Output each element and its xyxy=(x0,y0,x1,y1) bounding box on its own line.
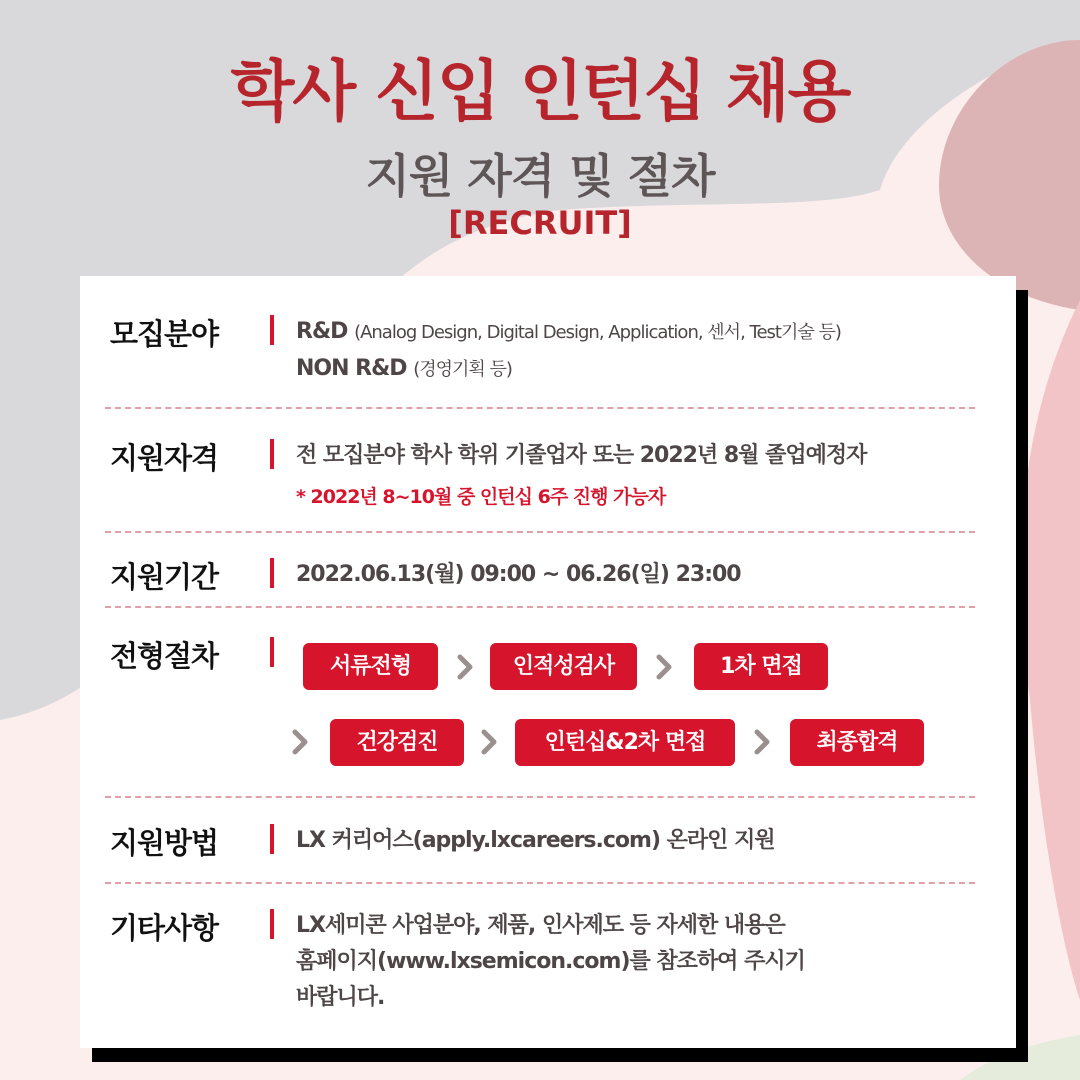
field-non-rnd-detail: (경영기획 등) xyxy=(413,359,512,380)
etc-line-3: 바랍니다. xyxy=(296,985,385,1010)
row-label: 지원자격 xyxy=(110,441,219,475)
chevron-right-icon xyxy=(287,729,313,755)
divider xyxy=(105,407,975,409)
etc-line-1: LX세미콘 사업분야, 제품, 인사제도 등 자세한 내용은 xyxy=(296,913,785,938)
row-content xyxy=(296,314,996,388)
divider xyxy=(105,606,975,608)
label-bar xyxy=(270,824,274,854)
label-bar xyxy=(270,637,274,667)
row-label: 지원기간 xyxy=(110,560,219,594)
row-content xyxy=(296,557,996,593)
qualification-text: 전 모집분야 학사 학위 기졸업자 또는 2022년 8월 졸업예정자 xyxy=(296,443,867,468)
chevron-right-icon xyxy=(476,729,502,755)
label-bar xyxy=(270,909,274,939)
step-document: 서류전형 xyxy=(303,643,438,690)
label-bar xyxy=(270,439,274,469)
label-bar xyxy=(270,558,274,588)
chevron-right-icon xyxy=(651,654,677,680)
divider xyxy=(105,882,975,884)
chevron-right-icon xyxy=(452,654,478,680)
etc-line-2: 홈페이지(www.lxsemicon.com)를 참조하여 주시기 xyxy=(296,949,805,974)
row-label: 모집분야 xyxy=(110,317,219,351)
label-bar xyxy=(270,315,274,345)
chevron-right-icon xyxy=(749,729,775,755)
step-final-pass: 최종합격 xyxy=(790,719,924,766)
row-content xyxy=(296,908,996,1016)
row-label: 지원방법 xyxy=(110,826,219,860)
qualification-note: * 2022년 8~10월 중 인턴십 6주 진행 가능자 xyxy=(296,486,666,508)
row-label: 전형절차 xyxy=(110,639,219,673)
recruit-tag: [RECRUIT] xyxy=(448,204,632,242)
step-interview-1: 1차 면접 xyxy=(694,643,828,690)
info-card xyxy=(80,276,1016,1048)
row-label: 기타사항 xyxy=(110,911,219,945)
field-rnd: R&D xyxy=(296,319,348,344)
row-content xyxy=(296,823,996,859)
page-subtitle: 지원 자격 및 절차 xyxy=(365,149,715,203)
step-aptitude: 인적성검사 xyxy=(490,643,637,690)
method-text: LX 커리어스(apply.lxcareers.com) 온라인 지원 xyxy=(296,828,775,853)
field-rnd-detail: (Analog Design, Digital Design, Application, 센서, Test기술 등) xyxy=(354,322,841,343)
divider xyxy=(105,531,975,533)
step-health-check: 건강검진 xyxy=(330,719,464,766)
step-internship-interview-2: 인턴십&2차 면접 xyxy=(515,719,735,766)
page-title: 학사 신입 인턴십 채용 xyxy=(230,53,850,130)
row-content xyxy=(296,438,996,509)
period-text: 2022.06.13(월) 09:00 ~ 06.26(일) 23:00 xyxy=(296,562,741,587)
field-non-rnd: NON R&D xyxy=(296,356,407,381)
divider xyxy=(105,796,975,798)
